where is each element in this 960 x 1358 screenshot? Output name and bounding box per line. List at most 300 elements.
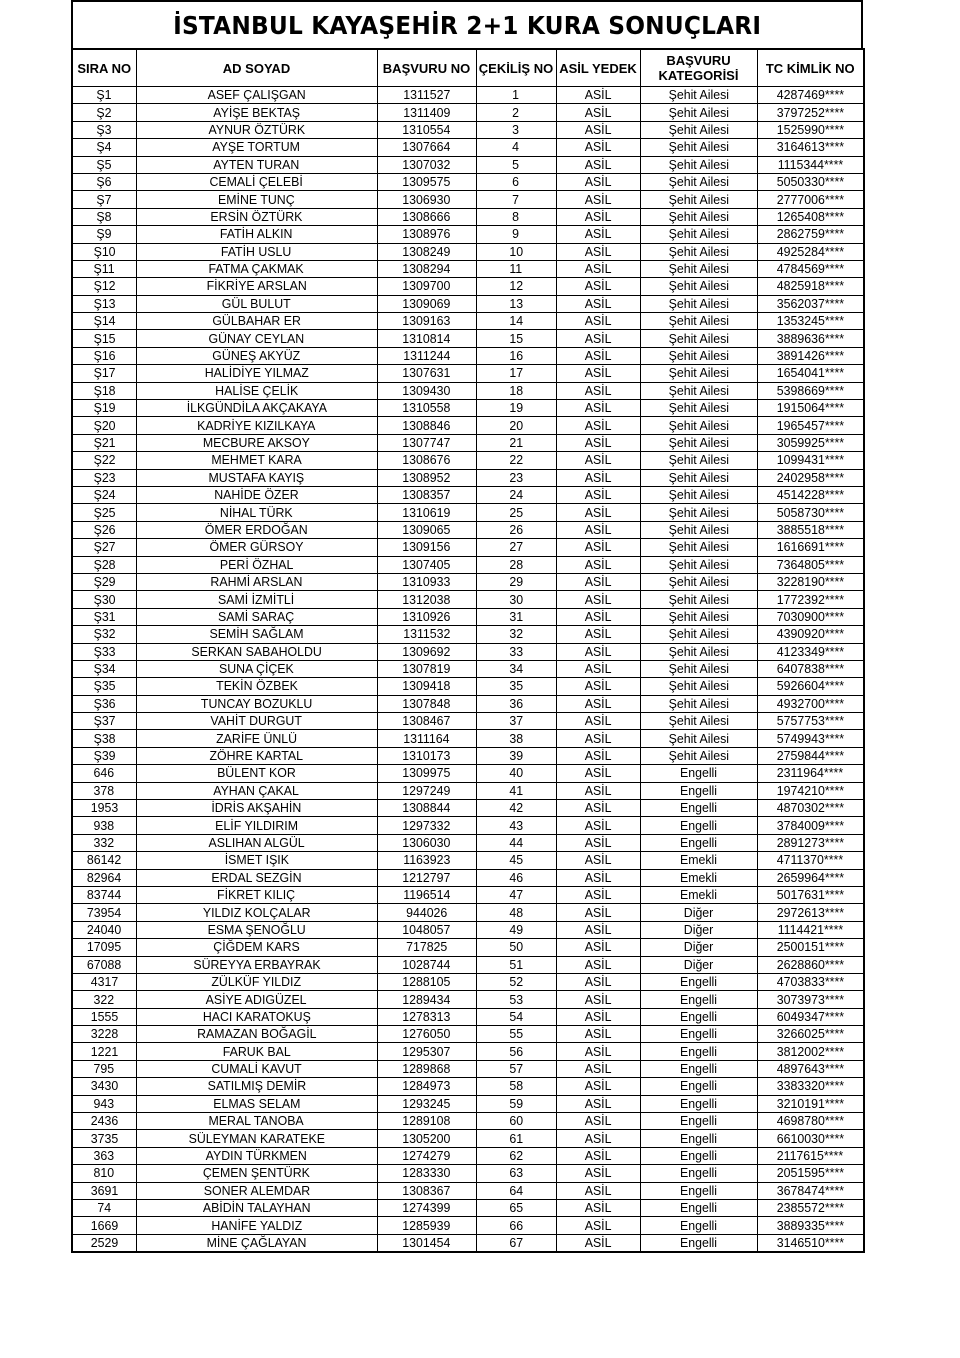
cell-tc-kimlik-no	[757, 104, 864, 121]
cell-text: 41	[509, 782, 523, 798]
cell-asil-yedek	[556, 104, 640, 121]
cell-text: ÖMER ERDOĞAN	[205, 521, 308, 537]
col-header-ad-soyad: AD SOYAD	[136, 49, 377, 87]
cell-text: SONER ALEMDAR	[203, 1182, 310, 1198]
cell-text: 3812002****	[776, 1043, 844, 1059]
cell-text: 17	[509, 365, 523, 381]
cell-sira-no	[72, 626, 136, 643]
cell-sira-no	[72, 608, 136, 625]
cell-tc-kimlik-no	[757, 539, 864, 556]
cell-text: ASİL	[584, 295, 612, 311]
cell-basvuru-kategorisi	[640, 486, 757, 503]
cell-text: Ş26	[93, 521, 116, 537]
cell-basvuru-no	[377, 504, 476, 521]
cell-sira-no	[72, 104, 136, 121]
cell-text: 23	[509, 469, 523, 485]
cell-text: İSMET IŞIK	[224, 852, 289, 868]
cell-text: 717825	[405, 939, 448, 955]
cell-text: 5050330****	[776, 174, 844, 190]
cell-text: 4711370****	[777, 852, 844, 868]
cell-asil-yedek	[556, 330, 640, 347]
cell-text: 19	[509, 400, 523, 416]
cell-basvuru-kategorisi	[640, 1234, 757, 1252]
cell-cekilis-no	[476, 921, 556, 938]
cell-asil-yedek	[556, 1147, 640, 1164]
cell-text: 4123349****	[776, 643, 844, 659]
table-row	[72, 382, 864, 399]
cell-basvuru-no	[377, 678, 476, 695]
table-row	[72, 156, 864, 173]
cell-text: 1953	[90, 800, 118, 816]
cell-tc-kimlik-no	[757, 556, 864, 573]
cell-tc-kimlik-no	[757, 956, 864, 973]
cell-asil-yedek	[556, 1165, 640, 1182]
cell-text: MİNE ÇAĞLAYAN	[206, 1234, 307, 1250]
cell-cekilis-no	[476, 608, 556, 625]
cell-cekilis-no	[476, 939, 556, 956]
cell-text: 31	[509, 608, 523, 624]
cell-text: Şehit Ailesi	[668, 261, 729, 277]
cell-text: 4825918****	[776, 278, 844, 294]
cell-asil-yedek	[556, 591, 640, 608]
cell-text: NİHAL TÜRK	[220, 504, 293, 520]
cell-text: Ş14	[93, 313, 116, 329]
cell-basvuru-no	[377, 660, 476, 677]
cell-text: ASİL	[584, 608, 612, 624]
cell-asil-yedek	[556, 295, 640, 312]
cell-cekilis-no	[476, 591, 556, 608]
cell-text: ASİL	[584, 1095, 612, 1111]
cell-text: 1555	[90, 1008, 118, 1024]
cell-cekilis-no	[476, 713, 556, 730]
cell-tc-kimlik-no	[757, 817, 864, 834]
cell-text: 14	[509, 313, 523, 329]
cell-basvuru-no	[377, 765, 476, 782]
cell-text: Şehit Ailesi	[668, 591, 729, 607]
cell-text: Engelli	[679, 1078, 718, 1094]
cell-text: 2385572****	[776, 1200, 844, 1216]
cell-text: Şehit Ailesi	[668, 139, 729, 155]
cell-cekilis-no	[476, 904, 556, 921]
cell-text: FİKRET KILIÇ	[217, 887, 296, 903]
cell-text: 10	[509, 243, 523, 259]
table-row	[72, 1147, 864, 1164]
cell-ad-soyad	[136, 1008, 377, 1025]
cell-text: ERSİN ÖZTÜRK	[210, 208, 303, 224]
cell-text: 4317	[90, 974, 118, 990]
cell-text: ASİL	[584, 1113, 612, 1129]
table-row	[72, 539, 864, 556]
cell-text: Ş5	[96, 156, 112, 172]
cell-tc-kimlik-no	[757, 417, 864, 434]
cell-tc-kimlik-no	[757, 608, 864, 625]
cell-text: Engelli	[679, 1130, 718, 1146]
cell-tc-kimlik-no	[757, 191, 864, 208]
cell-basvuru-no	[377, 400, 476, 417]
cell-text: 6407838****	[776, 661, 844, 677]
cell-asil-yedek	[556, 226, 640, 243]
cell-asil-yedek	[556, 556, 640, 573]
cell-text: 29	[509, 574, 523, 590]
cell-text: Engelli	[679, 1200, 718, 1216]
cell-text: ÇİĞDEM KARS	[213, 939, 300, 955]
cell-text: Ş34	[93, 661, 116, 677]
cell-sira-no	[72, 278, 136, 295]
cell-basvuru-no	[377, 834, 476, 851]
cell-sira-no	[72, 1095, 136, 1112]
cell-basvuru-no	[377, 991, 476, 1008]
cell-cekilis-no	[476, 226, 556, 243]
cell-text: 47	[509, 887, 523, 903]
cell-basvuru-no	[377, 521, 476, 538]
cell-sira-no	[72, 800, 136, 817]
cell-basvuru-kategorisi	[640, 730, 757, 747]
cell-ad-soyad	[136, 1130, 377, 1147]
cell-asil-yedek	[556, 660, 640, 677]
cell-basvuru-kategorisi	[640, 156, 757, 173]
cell-text: 1	[512, 87, 520, 103]
cell-sira-no	[72, 504, 136, 521]
cell-asil-yedek	[556, 539, 640, 556]
cell-ad-soyad	[136, 417, 377, 434]
cell-tc-kimlik-no	[757, 765, 864, 782]
cell-sira-no	[72, 852, 136, 869]
cell-text: Şehit Ailesi	[668, 365, 729, 381]
cell-text: 74	[97, 1200, 112, 1216]
cell-text: 2862759****	[776, 226, 844, 242]
cell-text: 5017631****	[776, 887, 844, 903]
cell-tc-kimlik-no	[757, 852, 864, 869]
cell-text: ASİL	[584, 278, 612, 294]
cell-basvuru-no	[377, 556, 476, 573]
cell-ad-soyad	[136, 678, 377, 695]
cell-basvuru-no	[377, 173, 476, 190]
cell-tc-kimlik-no	[757, 1113, 864, 1130]
cell-asil-yedek	[556, 817, 640, 834]
cell-text: 67088	[87, 956, 122, 972]
cell-text: 810	[93, 1165, 115, 1181]
cell-text: 3	[512, 121, 520, 137]
cell-sira-no	[72, 834, 136, 851]
cell-text: ASİL	[584, 104, 612, 120]
cell-text: ASİYE ADIGÜZEL	[206, 991, 307, 1007]
cell-sira-no	[72, 886, 136, 903]
cell-text: PERİ ÖZHAL	[219, 556, 294, 572]
cell-sira-no	[72, 452, 136, 469]
cell-text: YILDIZ KOLÇALAR	[202, 904, 311, 920]
cell-basvuru-no	[377, 1026, 476, 1043]
table-row	[72, 695, 864, 712]
cell-text: Şehit Ailesi	[668, 417, 729, 433]
cell-text: Şehit Ailesi	[668, 574, 729, 590]
cell-basvuru-kategorisi	[640, 713, 757, 730]
cell-text: 67	[509, 1234, 523, 1250]
cell-text: ABİDİN TALAYHAN	[202, 1200, 311, 1216]
cell-basvuru-no	[377, 139, 476, 156]
cell-text: SEMİH SAĞLAM	[209, 626, 304, 642]
cell-cekilis-no	[476, 1182, 556, 1199]
table-row	[72, 1200, 864, 1217]
results-table	[71, 48, 865, 1253]
cell-sira-no	[72, 1234, 136, 1252]
cell-asil-yedek	[556, 747, 640, 764]
cell-ad-soyad	[136, 121, 377, 138]
cell-asil-yedek	[556, 608, 640, 625]
cell-sira-no	[72, 347, 136, 364]
table-row	[72, 782, 864, 799]
cell-ad-soyad	[136, 834, 377, 851]
cell-text: 45	[509, 852, 523, 868]
cell-cekilis-no	[476, 678, 556, 695]
cell-text: CUMALİ KAVUT	[211, 1061, 302, 1077]
cell-sira-no	[72, 434, 136, 451]
cell-cekilis-no	[476, 1060, 556, 1077]
cell-text: 1114421****	[777, 921, 843, 937]
cell-text: 2777006****	[776, 191, 844, 207]
cell-text: 73954	[87, 904, 122, 920]
cell-text: 938	[93, 817, 115, 833]
table-row	[72, 678, 864, 695]
cell-text: 1307405	[402, 556, 451, 572]
cell-sira-no	[72, 573, 136, 590]
cell-basvuru-kategorisi	[640, 139, 757, 156]
cell-text: Ş16	[93, 348, 116, 364]
table-row	[72, 521, 864, 538]
cell-text: 1309069	[402, 295, 451, 311]
cell-text: 1307032	[402, 156, 451, 172]
cell-cekilis-no	[476, 991, 556, 1008]
cell-text: Ş17	[93, 365, 116, 381]
cell-cekilis-no	[476, 243, 556, 260]
cell-text: 3228190****	[776, 574, 844, 590]
cell-sira-no	[72, 556, 136, 573]
cell-text: 1308976	[402, 226, 451, 242]
cell-basvuru-kategorisi	[640, 1078, 757, 1095]
cell-text: 1308367	[402, 1182, 451, 1198]
table-row	[72, 208, 864, 225]
table-row	[72, 347, 864, 364]
cell-text: Ş27	[93, 539, 116, 555]
cell-tc-kimlik-no	[757, 139, 864, 156]
cell-text: Diğer	[683, 921, 714, 937]
table-row	[72, 278, 864, 295]
cell-text: Şehit Ailesi	[668, 730, 729, 746]
cell-basvuru-no	[377, 1043, 476, 1060]
cell-basvuru-kategorisi	[640, 834, 757, 851]
cell-ad-soyad	[136, 347, 377, 364]
cell-text: 1305200	[402, 1130, 451, 1146]
cell-basvuru-no	[377, 1182, 476, 1199]
cell-ad-soyad	[136, 782, 377, 799]
cell-tc-kimlik-no	[757, 452, 864, 469]
cell-ad-soyad	[136, 504, 377, 521]
cell-tc-kimlik-no	[757, 1234, 864, 1252]
cell-text: İDRİS AKŞAHİN	[211, 800, 302, 816]
cell-tc-kimlik-no	[757, 678, 864, 695]
cell-text: KADRİYE KIZILKAYA	[197, 417, 316, 433]
cell-text: Ş33	[93, 643, 116, 659]
cell-text: 11	[509, 261, 523, 277]
cell-cekilis-no	[476, 504, 556, 521]
table-row	[72, 417, 864, 434]
cell-sira-no	[72, 695, 136, 712]
cell-sira-no	[72, 1165, 136, 1182]
cell-asil-yedek	[556, 1217, 640, 1234]
cell-text: 44	[509, 834, 523, 850]
cell-text: Şehit Ailesi	[668, 643, 729, 659]
cell-text: 50	[509, 939, 523, 955]
table-row	[72, 921, 864, 938]
cell-basvuru-kategorisi	[640, 469, 757, 486]
cell-text: ASİL	[584, 834, 612, 850]
cell-text: Ş35	[93, 678, 116, 694]
cell-cekilis-no	[476, 452, 556, 469]
cell-basvuru-kategorisi	[640, 295, 757, 312]
cell-text: 3784009****	[776, 817, 844, 833]
cell-tc-kimlik-no	[757, 504, 864, 521]
cell-text: 1310554	[402, 121, 451, 137]
cell-text: 4514228****	[776, 487, 844, 503]
cell-tc-kimlik-no	[757, 434, 864, 451]
cell-text: AYİŞE BEKTAŞ	[213, 104, 300, 120]
cell-text: Ş29	[93, 574, 116, 590]
cell-text: 1307747	[402, 435, 451, 450]
cell-tc-kimlik-no	[757, 226, 864, 243]
cell-text: Engelli	[679, 800, 718, 816]
cell-text: 1310173	[402, 748, 451, 764]
cell-tc-kimlik-no	[757, 121, 864, 138]
cell-text: ASİL	[584, 417, 612, 433]
cell-text: Şehit Ailesi	[668, 678, 729, 694]
title-box	[71, 0, 863, 48]
cell-text: 42	[509, 800, 523, 816]
cell-text: 52	[509, 974, 523, 990]
cell-text: Engelli	[679, 1148, 718, 1164]
cell-text: 1312038	[402, 591, 451, 607]
cell-text: 8	[512, 208, 520, 224]
cell-basvuru-kategorisi	[640, 956, 757, 973]
cell-text: Diğer	[683, 939, 714, 955]
cell-text: ASİL	[584, 400, 612, 416]
cell-basvuru-kategorisi	[640, 1043, 757, 1060]
cell-text: Şehit Ailesi	[668, 226, 729, 242]
cell-sira-no	[72, 87, 136, 104]
cell-text: Şehit Ailesi	[668, 174, 729, 190]
cell-tc-kimlik-no	[757, 382, 864, 399]
cell-tc-kimlik-no	[757, 295, 864, 312]
cell-tc-kimlik-no	[757, 347, 864, 364]
cell-ad-soyad	[136, 400, 377, 417]
cell-ad-soyad	[136, 869, 377, 886]
cell-text: 51	[509, 956, 523, 972]
cell-text: 1289108	[402, 1113, 451, 1129]
cell-tc-kimlik-no	[757, 260, 864, 277]
cell-text: ASİL	[584, 1026, 612, 1042]
cell-text: ASİL	[584, 330, 612, 346]
cell-cekilis-no	[476, 626, 556, 643]
cell-text: Engelli	[679, 1217, 718, 1233]
cell-text: Şehit Ailesi	[668, 191, 729, 207]
cell-ad-soyad	[136, 87, 377, 104]
cell-basvuru-no	[377, 260, 476, 277]
cell-text: Diğer	[683, 904, 714, 920]
cell-ad-soyad	[136, 486, 377, 503]
cell-cekilis-no	[476, 1043, 556, 1060]
cell-basvuru-no	[377, 1095, 476, 1112]
cell-text: Emekli	[679, 887, 718, 903]
cell-cekilis-no	[476, 1200, 556, 1217]
cell-text: 4698780****	[776, 1113, 844, 1129]
cell-tc-kimlik-no	[757, 486, 864, 503]
cell-text: SÜREYYA ERBAYRAK	[192, 956, 321, 972]
cell-basvuru-no	[377, 382, 476, 399]
table-row	[72, 904, 864, 921]
cell-text: 32	[509, 626, 523, 642]
table-row	[72, 660, 864, 677]
cell-text: Engelli	[679, 765, 718, 781]
cell-text: Ş37	[93, 713, 116, 729]
cell-basvuru-kategorisi	[640, 1130, 757, 1147]
cell-basvuru-no	[377, 626, 476, 643]
cell-text: 3073973****	[776, 991, 844, 1007]
cell-text: Emekli	[679, 852, 718, 868]
cell-basvuru-kategorisi	[640, 608, 757, 625]
cell-text: 63	[509, 1165, 523, 1181]
cell-text: 1274279	[402, 1148, 451, 1164]
cell-sira-no	[72, 591, 136, 608]
cell-text: GÜNEŞ AKYÜZ	[212, 348, 301, 364]
cell-text: HALİDİYE YILMAZ	[204, 365, 309, 381]
table-row	[72, 1182, 864, 1199]
cell-ad-soyad	[136, 434, 377, 451]
cell-text: Ş3	[96, 121, 112, 137]
cell-cekilis-no	[476, 539, 556, 556]
cell-text: 3797252****	[776, 104, 844, 120]
cell-text: 2402958****	[776, 469, 844, 485]
cell-text: Ş36	[93, 695, 116, 711]
cell-basvuru-kategorisi	[640, 400, 757, 417]
cell-cekilis-no	[476, 573, 556, 590]
header-row	[72, 49, 864, 87]
cell-basvuru-no	[377, 417, 476, 434]
cell-basvuru-no	[377, 1217, 476, 1234]
cell-basvuru-kategorisi	[640, 173, 757, 190]
cell-sira-no	[72, 469, 136, 486]
cell-text: ASİL	[584, 313, 612, 329]
cell-text: ESMA ŞENOĞLU	[207, 921, 306, 937]
cell-tc-kimlik-no	[757, 834, 864, 851]
table-row	[72, 1165, 864, 1182]
cell-tc-kimlik-no	[757, 208, 864, 225]
cell-tc-kimlik-no	[757, 173, 864, 190]
cell-basvuru-kategorisi	[640, 1026, 757, 1043]
cell-text: 1306930	[402, 191, 451, 207]
cell-text: 1915064****	[776, 400, 844, 416]
document-title: İSTANBUL KAYAŞEHİR 2+1 KURA SONUÇLARI	[172, 10, 762, 40]
cell-tc-kimlik-no	[757, 713, 864, 730]
cell-text: ASİL	[584, 121, 612, 137]
cell-basvuru-no	[377, 1113, 476, 1130]
cell-cekilis-no	[476, 330, 556, 347]
cell-tc-kimlik-no	[757, 1095, 864, 1112]
cell-tc-kimlik-no	[757, 400, 864, 417]
cell-cekilis-no	[476, 973, 556, 990]
cell-cekilis-no	[476, 782, 556, 799]
cell-text: ÇEMEN ŞENTÜRK	[202, 1165, 311, 1181]
cell-sira-no	[72, 295, 136, 312]
cell-sira-no	[72, 1043, 136, 1060]
cell-sira-no	[72, 782, 136, 799]
